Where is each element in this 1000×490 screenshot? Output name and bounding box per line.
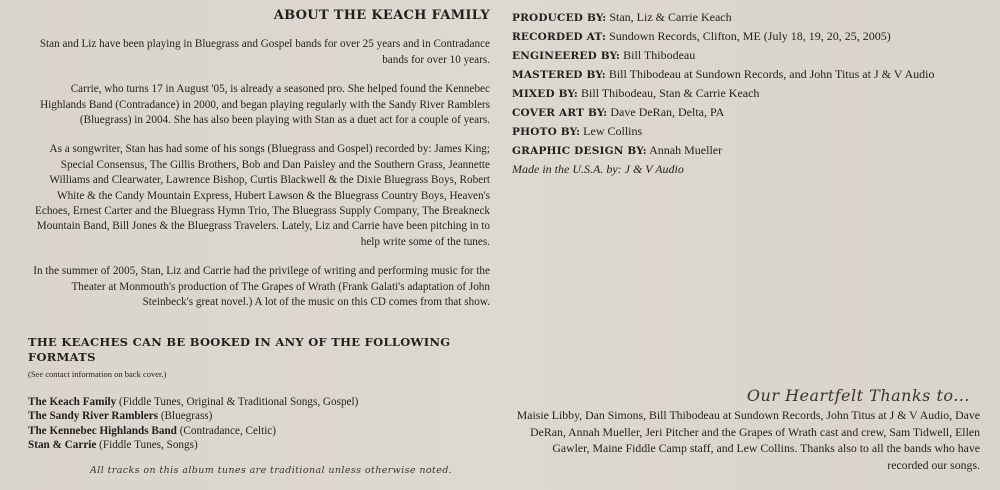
credit-label: PHOTO BY: — [512, 126, 581, 138]
credit-label: MASTERED BY: — [512, 69, 606, 81]
formats-note: (See contact information on back cover.) — [28, 369, 167, 380]
format-desc: (Contradance, Celtic) — [176, 424, 276, 437]
about-section — [28, 8, 490, 453]
credit-line — [512, 27, 982, 46]
thanks-body: Maisie Libby, Dan Simons, Bill Thibodeau at Sundown Records, John Titus at J & V Audio, Dave DeRan, Annah Mueller, Jeri Pitcher and the Grapes of Wrath cast and crew, Sam Tidwell, Ellen Gawler, Maine Fiddle Camp staff, and Lew Collins. Thanks also to all the bands who have recorded our songs. — [516, 408, 980, 472]
credit-label: ENGINEERED BY: — [512, 50, 621, 62]
tracks-note: All tracks on this album tunes are traditional unless otherwise noted. — [90, 465, 453, 476]
credits-section — [512, 8, 982, 178]
format-item — [28, 438, 490, 453]
credit-line — [512, 122, 982, 141]
about-title: ABOUT THE KEACH FAMILY — [273, 8, 490, 23]
format-item — [28, 395, 490, 410]
formats-title: THE KEACHES CAN BE BOOKED IN ANY OF THE FOLLOWING FORMATS — [28, 334, 451, 364]
credit-value: Lew Collins — [580, 124, 643, 138]
credit-line — [512, 103, 982, 122]
credit-line — [512, 46, 982, 65]
credit-value: Annah Mueller — [646, 143, 723, 157]
booking-formats — [28, 335, 490, 453]
credit-label: COVER ART BY: — [512, 107, 608, 119]
format-desc: (Fiddle Tunes, Songs) — [96, 439, 198, 452]
credit-value: Dave DeRan, Delta, PA — [607, 105, 725, 119]
thanks-section — [510, 386, 980, 473]
format-item — [28, 409, 490, 424]
credit-value: Bill Thibodeau — [620, 48, 696, 62]
credit-value: Sundown Records, Clifton, ME (July 18, 19, 20, 25, 2005) — [606, 29, 891, 43]
credit-label: GRAPHIC DESIGN BY: — [512, 145, 647, 157]
credit-value: Bill Thibodeau at Sundown Records, and John Titus at J & V Audio — [605, 67, 935, 81]
credit-line — [512, 8, 982, 27]
credit-value: Bill Thibodeau, Stan & Carrie Keach — [578, 86, 760, 100]
format-item — [28, 424, 490, 439]
about-paragraph: In the summer of 2005, Stan, Liz and Carrie had the privilege of writing and performing music for the Theater at Monmouth's production of The Grapes of Wrath (Frank Galati's adaptation of John Steinbeck's great novel.) A lot of the music on this CD comes from that show. — [33, 265, 490, 309]
credit-label: PRODUCED BY: — [512, 12, 607, 24]
credit-line — [512, 65, 982, 84]
thanks-title: Our Heartfelt Thanks to... — [746, 386, 970, 405]
format-name: Stan & Carrie — [28, 439, 97, 452]
format-desc: (Bluegrass) — [158, 410, 213, 423]
about-paragraph: Stan and Liz have been playing in Bluegrass and Gospel bands for over 25 years and in Contradance bands for over 10 years. — [39, 38, 490, 66]
credit-label: RECORDED AT: — [512, 31, 607, 43]
made-in-line: Made in the U.S.A. by: J & V Audio — [512, 162, 684, 176]
format-name: The Sandy River Ramblers — [28, 410, 159, 423]
credit-label: MIXED BY: — [512, 88, 579, 100]
credit-line — [512, 141, 982, 160]
credit-value: Stan, Liz & Carrie Keach — [606, 10, 732, 24]
about-paragraph: Carrie, who turns 17 in August '05, is already a seasoned pro. She helped found the Kennebec Highlands Band (Contradance) in 2000, and began playing regularly with the Sandy River Ramblers (Bluegrass) in 2004. She has also been playing with Stan as a duet act for a couple of years. — [40, 83, 490, 127]
format-desc: (Fiddle Tunes, Original & Traditional Songs, Gospel) — [116, 395, 359, 408]
about-paragraph: As a songwriter, Stan has had some of his songs (Bluegrass and Gospel) recorded by: James King; Special Consensus, The Gillis Brothers, Bob and Dan Paisley and the Southern Grass, Jeannette Williams and Clearwater, Lawrence Bishop, Curtis Blackwell & the Dixie Bluegrass Boys, Robert White & the Candy Mountain Express, Hubert Lawson & the Bluegrass Country Boys, Heaven's Echoes, Ernest Carter and the Bluegrass Hymn Trio, The Bluegrass Supply Company, The Breakneck Mountain Band, Bill Jones & the Bluegrass Travelers. Lately, Liz and Carrie have been pitching in to help write some of the tunes. — [35, 143, 490, 248]
credit-line — [512, 84, 982, 103]
format-name: The Keach Family — [28, 395, 117, 408]
format-name: The Kennebec Highlands Band — [28, 424, 177, 437]
